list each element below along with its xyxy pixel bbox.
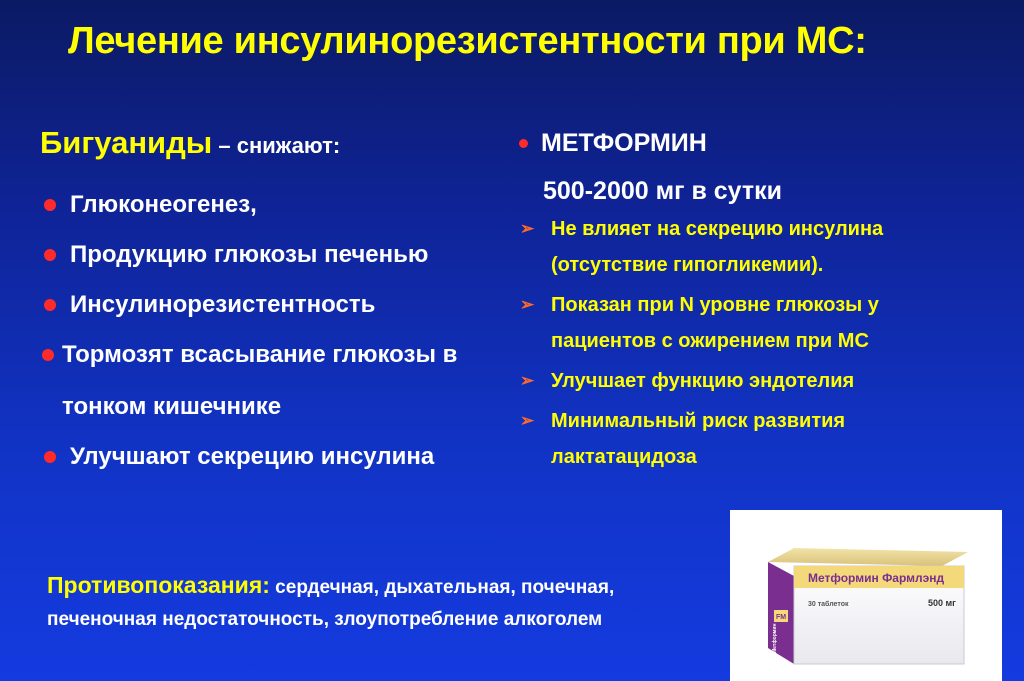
biguanides-item-text: Продукцию глюкозы печенью (70, 241, 429, 268)
package-logo: FM (776, 614, 787, 621)
contraindications-text-continued: печеночная недостаточность, злоупотребление алкоголем (47, 609, 603, 630)
bullet-icon (42, 349, 54, 361)
package-side-name: Метформин (772, 623, 778, 653)
biguanides-item (40, 341, 510, 421)
bullet-icon (44, 249, 56, 261)
biguanides-column (40, 125, 510, 493)
contraindications (47, 569, 707, 636)
metformin-point-line: Улучшает функцию эндотелия (551, 370, 855, 392)
bullet-icon (44, 451, 56, 463)
biguanides-item-text: Инсулинорезистентность (70, 291, 376, 318)
metformin-column (515, 127, 1005, 475)
metformin-dose: 500-2000 мг в сутки (543, 177, 783, 205)
metformin-point (515, 211, 1005, 283)
biguanides-item (40, 241, 510, 269)
metformin-point-line: пациентов с ожирением при МС (551, 330, 869, 352)
bullet-icon (519, 139, 528, 148)
biguanides-heading-main: Бигуаниды (40, 125, 213, 160)
biguanides-item (40, 291, 510, 319)
contraindications-text: сердечная, дыхательная, почечная, (269, 577, 615, 598)
biguanides-item-text: Глюконеогенез, (70, 191, 257, 218)
biguanides-item-text: Улучшают секрецию инсулина (70, 443, 435, 470)
metformin-name: МЕТФОРМИН (541, 129, 707, 157)
arrow-bullet-icon: ➢ (520, 219, 535, 238)
contraindications-label: Противопоказания: (47, 572, 270, 598)
package-top (768, 548, 968, 566)
biguanides-heading (40, 125, 510, 167)
metformin-point (515, 287, 1005, 359)
metformin-point-line: лактатацидоза (551, 446, 697, 468)
arrow-bullet-icon: ➢ (520, 295, 535, 314)
biguanides-heading-rest: – снижают: (212, 133, 341, 158)
metformin-point-line: Минимальный риск развития (551, 410, 846, 432)
biguanides-item-text-continued: тонком кишечнике (62, 393, 282, 420)
arrow-bullet-icon: ➢ (520, 411, 535, 430)
biguanides-item (40, 191, 510, 219)
slide-title: Лечение инсулинорезистентности при МС: (68, 20, 867, 62)
biguanides-item-text: Тормозят всасывание глюкозы в (62, 341, 458, 368)
metformin-point-line: Показан при N уровне глюкозы у (551, 294, 879, 316)
package-dose: 500 мг (928, 598, 956, 608)
metformin-point-line: (отсутствие гипогликемии). (551, 254, 824, 276)
package-name: Метформин Фармлэнд (808, 571, 945, 585)
arrow-bullet-icon: ➢ (520, 371, 535, 390)
drug-package-illustration (768, 548, 968, 668)
metformin-point-line: Не влияет на секрецию инсулина (551, 218, 884, 240)
package-count: 30 таблеток (808, 601, 849, 608)
metformin-point (515, 363, 1005, 399)
metformin-point (515, 403, 1005, 475)
metformin-heading (515, 127, 1005, 159)
bullet-icon (44, 199, 56, 211)
biguanides-item (40, 443, 510, 471)
bullet-icon (44, 299, 56, 311)
